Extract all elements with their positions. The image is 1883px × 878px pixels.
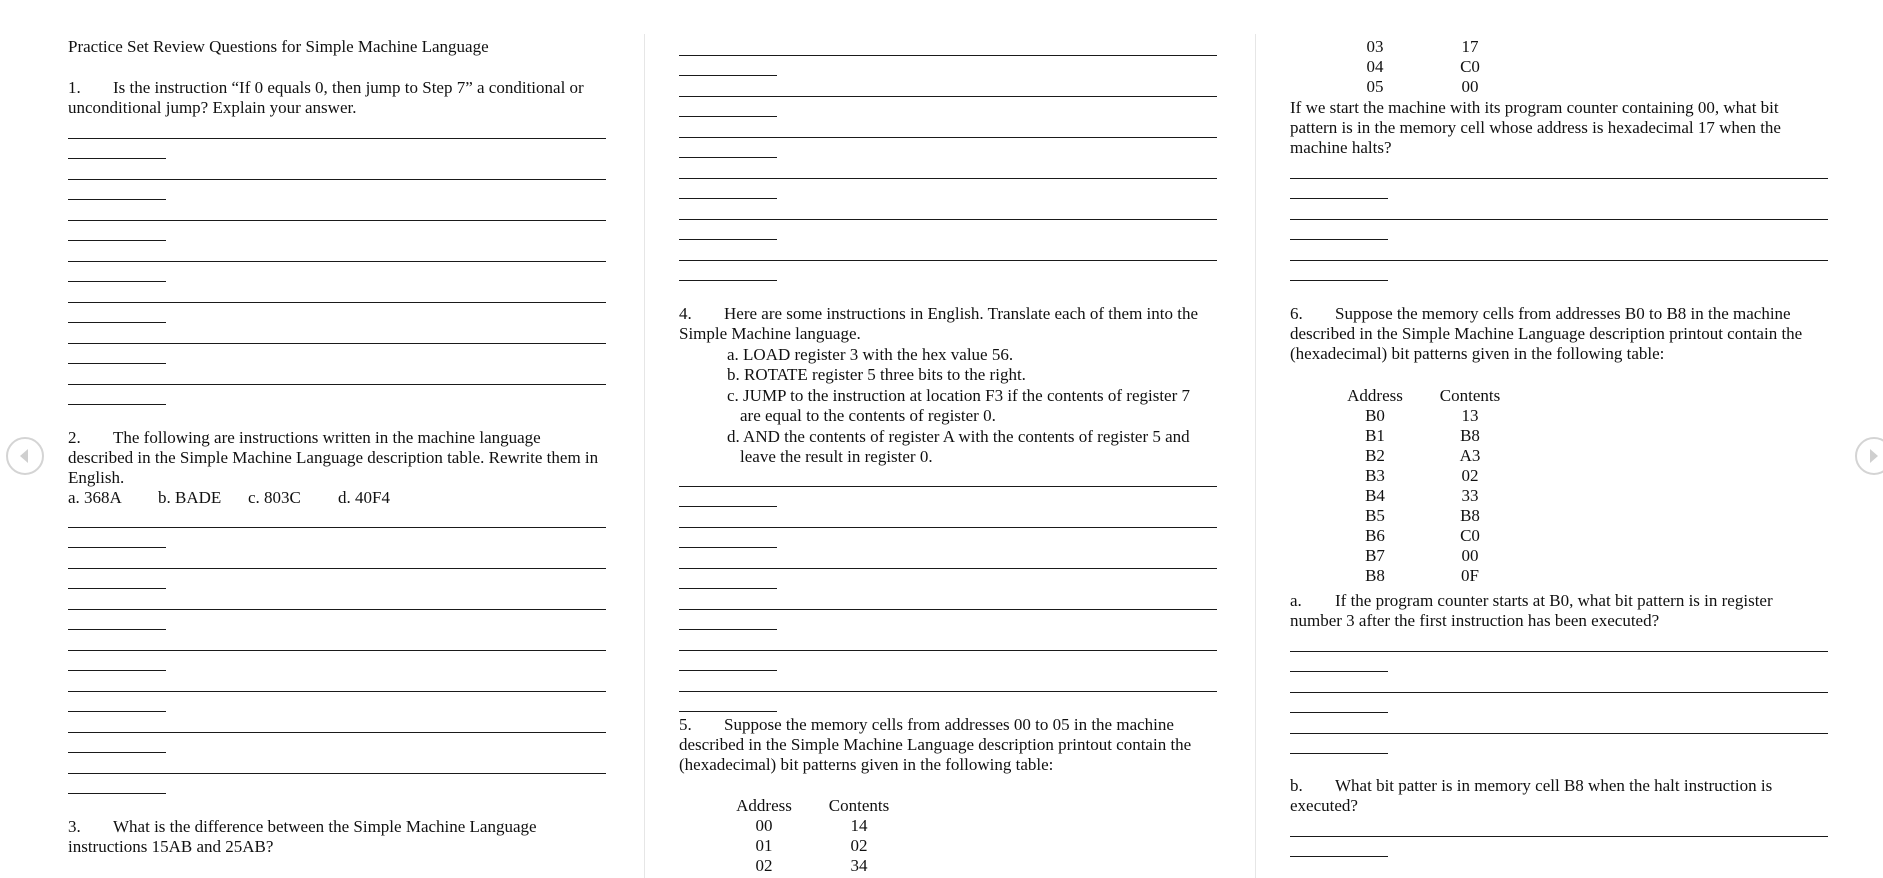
question-6a-text: If the program counter starts at B0, what bit pattern is in register number 3 after the first instruction has been executed? — [1290, 591, 1773, 630]
answer-lines-q6b[interactable] — [1290, 836, 1828, 877]
table-row: B6 C0 — [1365, 526, 1480, 545]
table-header-address: Address — [736, 796, 792, 815]
table-row: B4 33 — [1365, 486, 1479, 505]
question-2-options — [68, 488, 606, 508]
question-3-number: 3. — [68, 817, 81, 836]
question-6b — [1290, 776, 1828, 816]
question-4-item-c: c. JUMP to the instruction at location F3 if the contents of register 7 — [727, 386, 1191, 405]
question-4-item-d: d. AND the contents of register A with the contents of register 5 and — [727, 427, 1190, 446]
question-4-text: Here are some instructions in English. Translate each of them into the Simple Machine language. — [679, 304, 1199, 343]
table-row: B0 13 — [1365, 406, 1479, 425]
question-6b-text: What bit patter is in memory cell B8 when the halt instruction is executed? — [1290, 776, 1773, 815]
column-2 — [679, 0, 1217, 878]
column-3 — [1290, 0, 1828, 878]
option-b: b. BADE — [158, 488, 222, 507]
answer-lines-q5[interactable] — [1290, 178, 1828, 301]
question-4-item-a: a. LOAD register 3 with the hex value 56. — [727, 345, 1014, 364]
table-header-contents: Contents — [1439, 386, 1501, 405]
table-row: 01 02 — [755, 836, 868, 855]
page-title: Practice Set Review Questions for Simple Machine Language — [68, 37, 489, 56]
question-6-number: 6. — [1290, 304, 1303, 323]
table-row: B5 B8 — [1365, 506, 1480, 525]
question-5-followup: If we start the machine with its program counter containing 00, what bit pattern is in the memory cell whose address is hexadecimal 17 when the machine halts? — [1290, 98, 1781, 157]
prev-page-button[interactable] — [6, 437, 44, 475]
table-row: 05 00 — [1366, 77, 1479, 96]
table-row: B1 B8 — [1365, 426, 1480, 445]
option-d: d. 40F4 — [338, 488, 390, 507]
question-6 — [1290, 304, 1828, 364]
column-divider — [644, 34, 645, 878]
question-3-text: What is the difference between the Simple Machine Language instructions 15AB and 25AB? — [68, 817, 537, 856]
table-row: B2 A3 — [1365, 446, 1481, 465]
question-6a-label: a. — [1290, 591, 1302, 610]
column-divider — [1255, 34, 1256, 878]
table-row: B8 0F — [1365, 566, 1479, 585]
chevron-right-icon — [1857, 439, 1883, 473]
question-4-number: 4. — [679, 304, 692, 323]
question-3 — [68, 817, 606, 857]
option-a: a. 368A — [68, 488, 122, 507]
question-6a — [1290, 591, 1828, 631]
question-4 — [679, 304, 1217, 344]
table-row: B7 00 — [1365, 546, 1479, 565]
question-1-number: 1. — [68, 78, 81, 97]
question-4-item-c-cont: are equal to the contents of register 0. — [740, 406, 996, 425]
answer-lines-q6a[interactable] — [1290, 651, 1828, 774]
table-row: 04 C0 — [1366, 57, 1480, 76]
memory-table-q6 — [1330, 386, 1520, 586]
question-4-item-d-cont: leave the result in register 0. — [740, 447, 933, 466]
answer-lines-q2[interactable] — [68, 527, 606, 814]
question-2-number: 2. — [68, 428, 81, 447]
question-1 — [68, 78, 606, 118]
column-1 — [68, 0, 606, 878]
question-6b-label: b. — [1290, 776, 1303, 795]
answer-lines-q4[interactable] — [679, 486, 1217, 732]
option-c: c. 803C — [248, 488, 301, 507]
question-5 — [679, 715, 1217, 775]
table-row: 03 17 — [1366, 37, 1479, 56]
answer-lines-q1[interactable] — [68, 138, 606, 425]
table-row: B3 02 — [1365, 466, 1479, 485]
answer-lines-q3[interactable] — [679, 55, 1217, 301]
memory-table-q5-continued — [1330, 37, 1520, 97]
question-2-text: The following are instructions written in the machine language described in the Simple Machine Language description table. Rewrite them in English. — [68, 428, 599, 487]
question-6-text: Suppose the memory cells from addresses B0 to B8 in the machine described in the Simple Machine Language description printout contain the (hexadecimal) bit patterns given in the following table: — [1290, 304, 1803, 363]
table-row: 00 14 — [755, 816, 868, 835]
table-row: 02 34 — [755, 856, 868, 875]
table-header-address: Address — [1347, 386, 1403, 405]
memory-table-q5 — [719, 796, 909, 876]
question-4-item-b: b. ROTATE register 5 three bits to the right. — [727, 365, 1026, 384]
question-1-text: Is the instruction “If 0 equals 0, then jump to Step 7” a conditional or unconditional jump? Explain your answer. — [68, 78, 584, 117]
question-5-text: Suppose the memory cells from addresses 00 to 05 in the machine described in the Simple Machine Language description printout contain the (hexadecimal) bit patterns given in the following table: — [679, 715, 1192, 774]
question-5-number: 5. — [679, 715, 692, 734]
next-page-button[interactable] — [1855, 437, 1883, 475]
question-2 — [68, 428, 606, 488]
chevron-left-icon — [8, 439, 42, 473]
table-header-contents: Contents — [828, 796, 890, 815]
